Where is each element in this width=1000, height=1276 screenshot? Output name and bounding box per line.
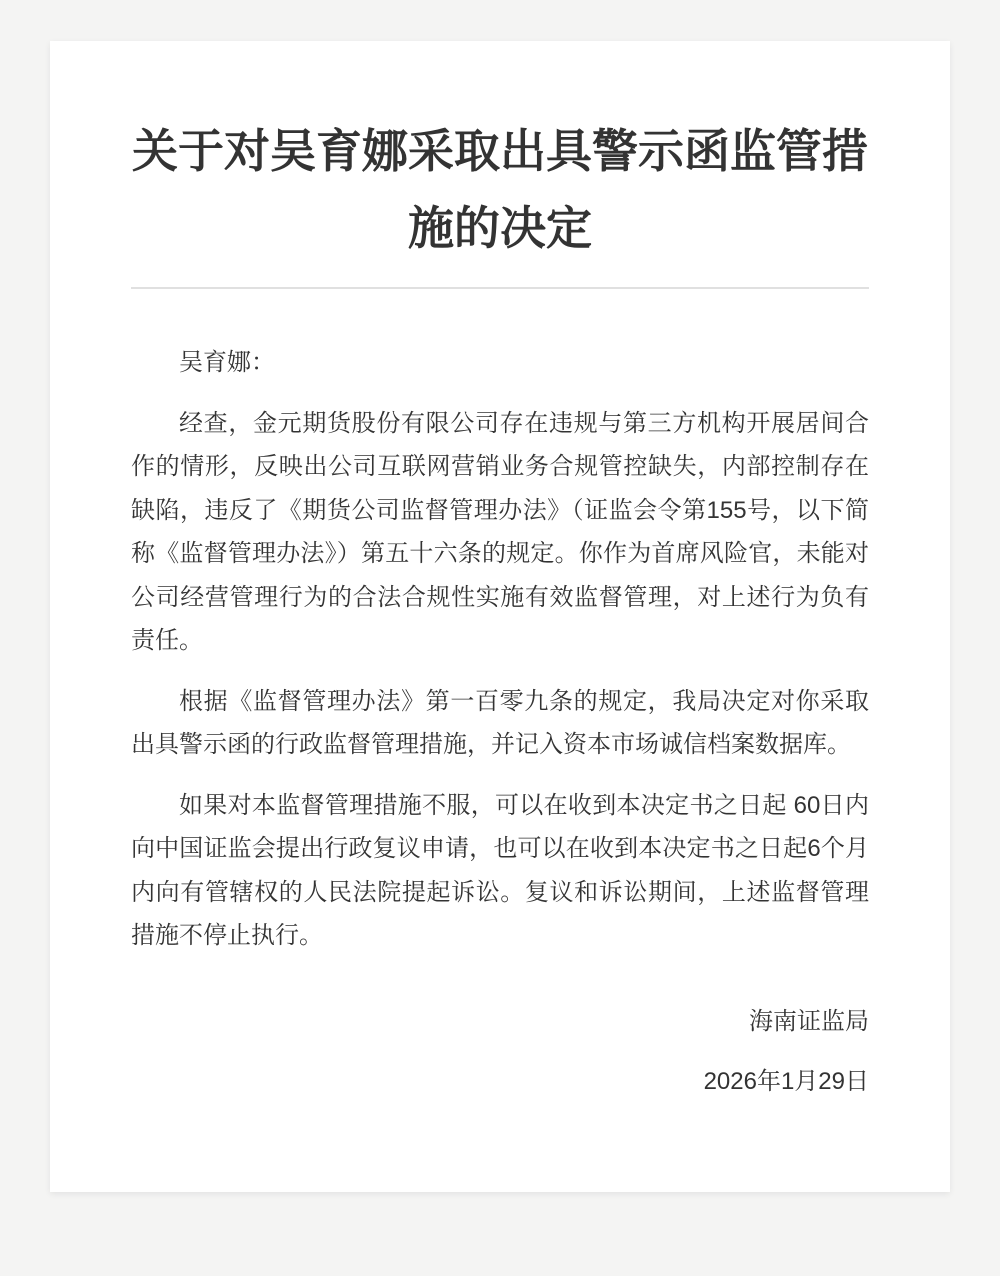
document-title: 关于对吴育娜采取出具警示函监管措施的决定 xyxy=(132,125,868,254)
body-paragraph-2: 根据《监督管理办法》第一百零九条的规定，我局决定对你采取出具警示函的行政监督管理措施，并记入资本市场诚信档案数据库。 xyxy=(131,687,869,758)
document-card xyxy=(50,41,950,1192)
title-divider xyxy=(131,287,869,289)
body-paragraph-1: 经查，金元期货股份有限公司存在违规与第三方机构开展居间合作的情形，反映出公司互联网营销业务合规管控缺失，内部控制存在缺陷，违反了《期货公司监督管理办法》（证监会令第155号，以下简称《监督管理办法》）第五十六条的规定。你作为首席风险官，未能对公司经营管理行为的合法合规性实施有效监督管理，对上述行为负有责任。 xyxy=(131,409,869,654)
issuer-signature: 海南证监局 xyxy=(749,1007,869,1035)
issue-date: 2026年1月29日 xyxy=(703,1068,869,1095)
page-background xyxy=(0,41,1000,1192)
salutation: 吴育娜： xyxy=(179,349,275,376)
body-paragraph-3: 如果对本监督管理措施不服，可以在收到本决定书之日起 60日内向中国证监会提出行政复议申请，也可以在收到本决定书之日起6个月内向有管辖权的人民法院提起诉讼。复议和诉讼期间，上述监督管理措施不停止执行。 xyxy=(131,791,869,949)
